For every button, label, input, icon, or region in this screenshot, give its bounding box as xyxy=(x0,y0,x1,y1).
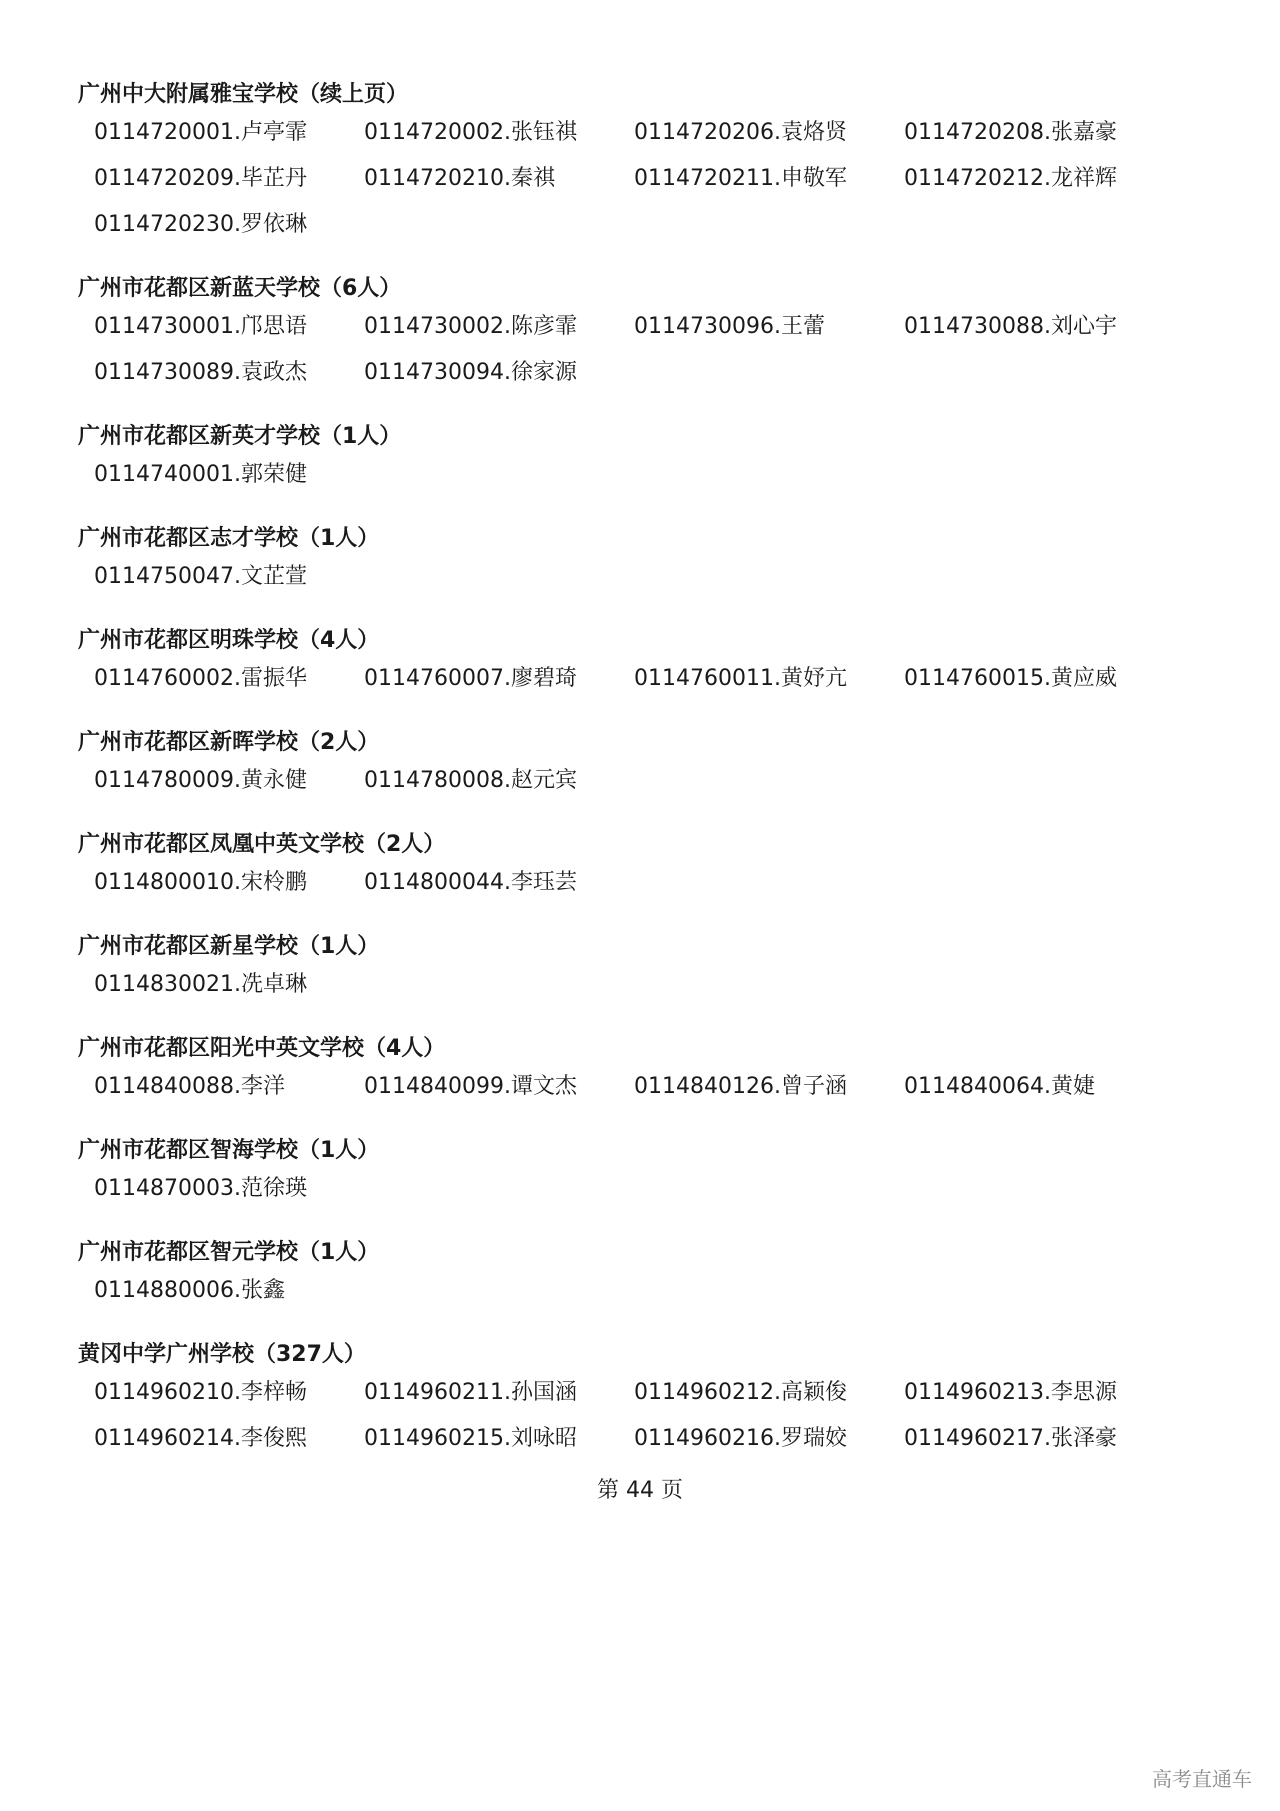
student-entry: 0114870003.范徐瑛 xyxy=(94,1176,307,1201)
student-entry: 0114830021.冼卓琳 xyxy=(94,972,307,997)
school-section xyxy=(78,80,1178,256)
watermark: 高考直通车 xyxy=(1152,1767,1252,1791)
school-title: 广州市花都区智元学校（1人） xyxy=(78,1240,380,1265)
student-entry: 0114730094.徐家源 xyxy=(364,360,577,385)
school-section xyxy=(78,1238,1178,1322)
school-section xyxy=(78,1136,1178,1220)
student-entry: 0114730001.邝思语 xyxy=(94,314,307,339)
student-list xyxy=(78,562,1178,608)
school-list xyxy=(78,80,1178,1488)
student-entry: 0114880006.张鑫 xyxy=(94,1278,285,1303)
student-entry: 0114760002.雷振华 xyxy=(94,666,307,691)
student-entry: 0114760015.黄应威 xyxy=(904,666,1117,691)
page-number: 第 44 页 xyxy=(597,1478,683,1503)
student-entry: 0114960216.罗瑞姣 xyxy=(634,1426,847,1451)
student-entry: 0114730089.袁政杰 xyxy=(94,360,307,385)
student-entry: 0114720001.卢亭霏 xyxy=(94,120,307,145)
student-entry: 0114720209.毕芷丹 xyxy=(94,166,307,191)
school-title: 广州市花都区新星学校（1人） xyxy=(78,934,380,959)
school-section xyxy=(78,274,1178,404)
student-entry: 0114800010.宋柃鹏 xyxy=(94,870,307,895)
student-list xyxy=(78,1174,1178,1220)
student-entry: 0114840064.黄婕 xyxy=(904,1074,1095,1099)
school-section xyxy=(78,422,1178,506)
student-entry: 0114740001.郭荣健 xyxy=(94,462,307,487)
school-title: 黄冈中学广州学校（327人） xyxy=(78,1342,366,1367)
student-entry: 0114730002.陈彦霏 xyxy=(364,314,577,339)
school-section xyxy=(78,728,1178,812)
school-title: 广州市花都区新晖学校（2人） xyxy=(78,730,380,755)
school-section xyxy=(78,932,1178,1016)
student-entry: 0114960214.李俊熙 xyxy=(94,1426,307,1451)
school-title: 广州市花都区智海学校（1人） xyxy=(78,1138,380,1163)
student-entry: 0114730096.王蕾 xyxy=(634,314,825,339)
school-title: 广州市花都区新蓝天学校（6人） xyxy=(78,276,402,301)
student-list xyxy=(78,1072,1178,1118)
student-entry: 0114840099.谭文杰 xyxy=(364,1074,577,1099)
school-title: 广州市花都区阳光中英文学校（4人） xyxy=(78,1036,446,1061)
school-title: 广州市花都区凤凰中英文学校（2人） xyxy=(78,832,446,857)
student-entry: 0114720211.申敬军 xyxy=(634,166,847,191)
student-list xyxy=(78,766,1178,812)
school-title: 广州市花都区明珠学校（4人） xyxy=(78,628,380,653)
student-entry: 0114960213.李思源 xyxy=(904,1380,1117,1405)
student-entry: 0114800044.李珏芸 xyxy=(364,870,577,895)
student-entry: 0114750047.文芷萱 xyxy=(94,564,307,589)
student-entry: 0114760007.廖碧琦 xyxy=(364,666,577,691)
student-entry: 0114960217.张泽豪 xyxy=(904,1426,1117,1451)
student-entry: 0114840126.曾子涵 xyxy=(634,1074,847,1099)
school-section xyxy=(78,1034,1178,1118)
student-entry: 0114730088.刘心宇 xyxy=(904,314,1117,339)
student-entry: 0114720230.罗依琳 xyxy=(94,212,307,237)
student-entry: 0114720210.秦祺 xyxy=(364,166,555,191)
student-entry: 0114780008.赵元宾 xyxy=(364,768,577,793)
student-entry: 0114840088.李洋 xyxy=(94,1074,285,1099)
student-list xyxy=(78,1378,1178,1470)
student-entry: 0114760011.黄妤亢 xyxy=(634,666,847,691)
school-section xyxy=(78,1340,1178,1470)
student-entry: 0114780009.黄永健 xyxy=(94,768,307,793)
student-entry: 0114720212.龙祥辉 xyxy=(904,166,1117,191)
student-list xyxy=(78,1276,1178,1322)
school-title: 广州中大附属雅宝学校（续上页） xyxy=(78,82,409,107)
student-entry: 0114720002.张钰祺 xyxy=(364,120,577,145)
student-entry: 0114960212.高颖俊 xyxy=(634,1380,847,1405)
student-list xyxy=(78,664,1178,710)
student-entry: 0114720206.袁烙贤 xyxy=(634,120,847,145)
student-list xyxy=(78,868,1178,914)
student-entry: 0114720208.张嘉豪 xyxy=(904,120,1117,145)
student-entry: 0114960210.李梓畅 xyxy=(94,1380,307,1405)
student-list xyxy=(78,460,1178,506)
school-title: 广州市花都区新英才学校（1人） xyxy=(78,424,402,449)
student-entry: 0114960211.孙国涵 xyxy=(364,1380,577,1405)
school-section xyxy=(78,524,1178,608)
school-section xyxy=(78,626,1178,710)
student-list xyxy=(78,970,1178,1016)
school-section xyxy=(78,830,1178,914)
student-list xyxy=(78,118,1178,256)
school-title: 广州市花都区志才学校（1人） xyxy=(78,526,380,551)
student-entry: 0114960215.刘咏昭 xyxy=(364,1426,577,1451)
student-list xyxy=(78,312,1178,404)
